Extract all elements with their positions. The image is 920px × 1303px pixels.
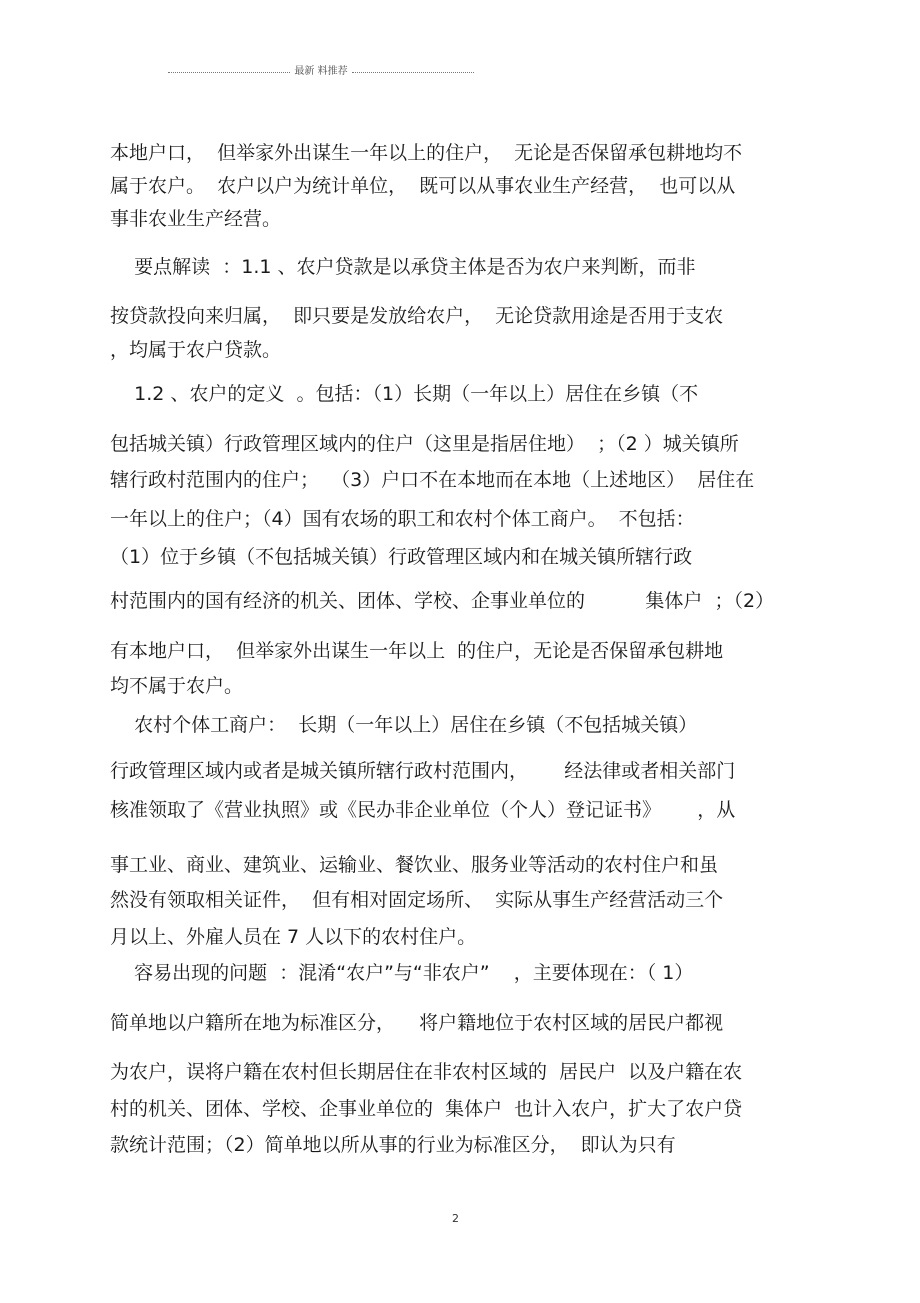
- text-line: 核准领取了《营业执照》或《民办非企业单位（个人）登记证书》 ，从: [110, 799, 736, 821]
- text-line: 一年以上的住户；（4）国有农场的职工和农村个体工商户。 不包括：: [110, 508, 695, 530]
- text-line: 包括城关镇）行政管理区域内的住户（这里是指居住地） ；（2 ）城关镇所: [110, 433, 739, 455]
- text-line: 款统计范围；（2）简单地以所从事的行业为标准区分， 即认为只有: [110, 1134, 676, 1156]
- text-line: 村的机关、团体、学校、企事业单位的 集体户 也计入农户，扩大了农户贷: [110, 1098, 743, 1120]
- header-rule-left: [168, 72, 290, 73]
- running-header: [168, 64, 474, 80]
- text-line: 为农户，误将户籍在农村但长期居住在非农村区域的 居民户 以及户籍在农: [110, 1061, 743, 1083]
- text-line: 1.2 、农户的定义 。包括：（1）长期（一年以上）居住在乡镇（不: [110, 383, 699, 405]
- text-line: 简单地以户籍所在地为标准区分， 将户籍地位于农村区域的居民户都视: [110, 1012, 724, 1034]
- text-line: 事工业、商业、建筑业、运输业、餐饮业、服务业等活动的农村住户和虽: [110, 854, 719, 876]
- text-line: 容易出现的问题 ：混淆“农户”与“非农户” ，主要体现在：（ 1）: [110, 962, 694, 984]
- text-line: 月以上、外雇人员在 7 人以下的农村住户。: [110, 926, 477, 948]
- text-line: 属于农户。 农户以户为统计单位， 既可以从事农业生产经营， 也可以从: [110, 175, 736, 197]
- text-line: 农村个体工商户： 长期（一年以上）居住在乡镇（不包括城关镇）: [110, 714, 698, 736]
- text-line: 要点解读 ：1.1 、农户贷款是以承贷主体是否为农户来判断，而非: [110, 256, 696, 278]
- text-line: 本地户口， 但举家外出谋生一年以上的住户， 无论是否保留承包耕地均不: [110, 142, 743, 164]
- text-line: 辖行政村范围内的住户； （3）户口不在本地而在本地（上述地区） 居住在: [110, 469, 755, 491]
- text-line: 村范围内的国有经济的机关、团体、学校、企事业单位的 集体户 ；（2）: [110, 590, 775, 612]
- text-line: 均不属于农户。: [110, 675, 244, 697]
- text-line: 有本地户口， 但举家外出谋生一年以上 的住户，无论是否保留承包耕地: [110, 640, 724, 662]
- text-line: 行政管理区域内或者是城关镇所辖行政村范围内， 经法律或者相关部门: [110, 760, 736, 782]
- text-line: 然没有领取相关证件， 但有相对固定场所、 实际从事生产经营活动三个: [110, 889, 724, 911]
- text-line: 按贷款投向来归属， 即只要是发放给农户， 无论贷款用途是否用于支农: [110, 305, 724, 327]
- page-number: 2: [452, 1212, 459, 1225]
- header-rule-right: [352, 72, 474, 73]
- header-title: 最新 料推荐: [294, 66, 348, 77]
- text-line: 事非农业生产经营。: [110, 208, 282, 230]
- text-line: （1）位于乡镇（不包括城关镇）行政管理区域内和在城关镇所辖行政: [110, 546, 693, 568]
- text-line: ，均属于农户贷款。: [110, 339, 282, 361]
